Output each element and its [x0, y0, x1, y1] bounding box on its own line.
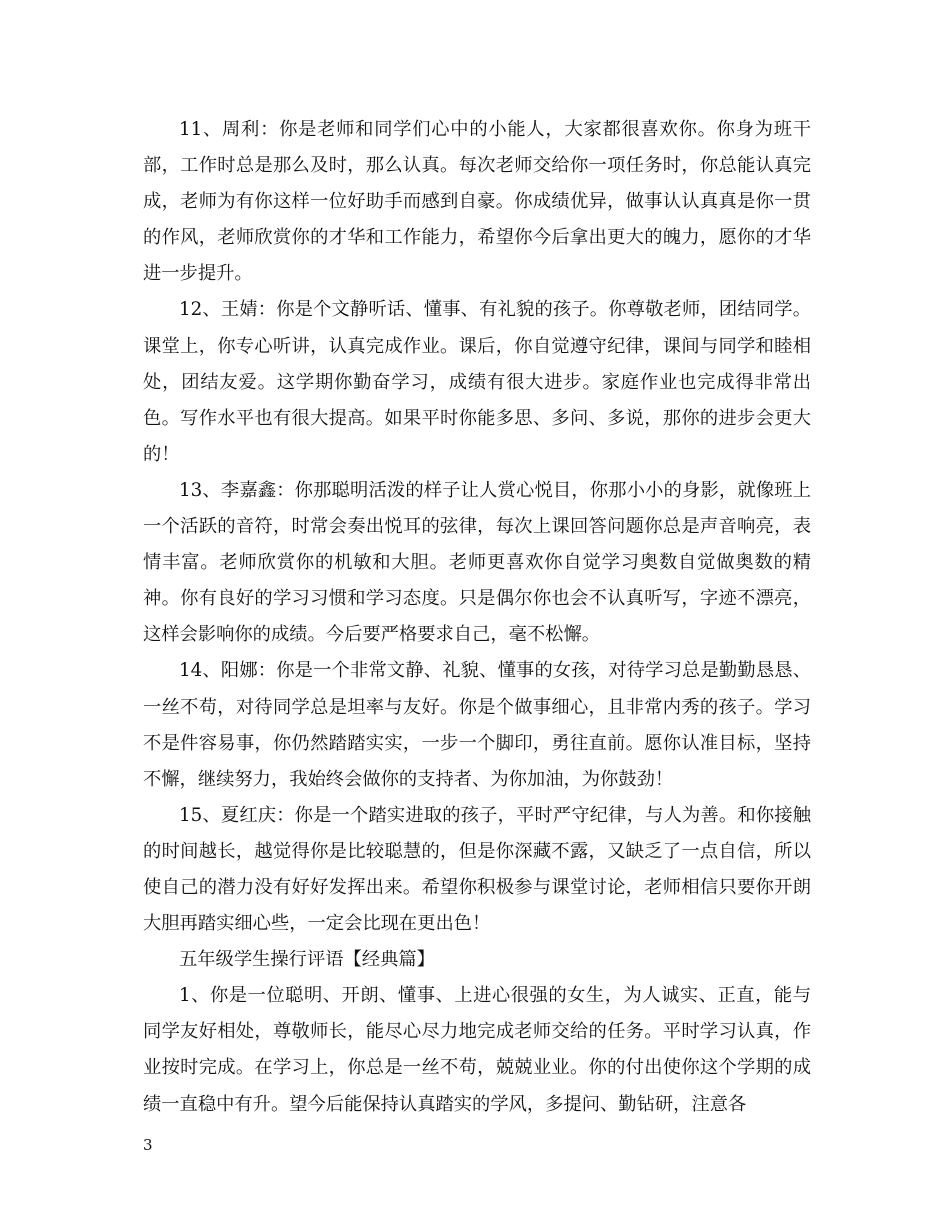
- section-heading: 五年级学生操行评语【经典篇】: [179, 949, 435, 971]
- paragraph-comment-11: 11、周利：你是老师和同学们心中的小能人，大家都很喜欢你。你身为班干部，工作时总是那么及时，那么认真。每次老师交给你一项任务时，你总能认真完成，老师为有你这样一位好助手而感到自豪。你成绩优异，做事认认真真是你一贯的作风，老师欣赏你的才华和工作能力，希望你今后拿出更大的魄力，愿你的才华进一步提升。: [143, 119, 811, 285]
- paragraph-classic-1: 1、你是一位聪明、开朗、懂事、上进心很强的女生，为人诚实、正直，能与同学友好相处，尊敬师长，能尽心尽力地完成老师交给的任务。平时学习认真，作业按时完成。在学习上，你总是一丝不苟，兢兢业业。你的付出使你这个学期的成绩一直稳中有升。望今后能保持认真踏实的学风，多提问、勤钻研，注意各: [143, 985, 811, 1115]
- paragraph-comment-12: 12、王婧：你是个文静听话、懂事、有礼貌的孩子。你尊敬老师，团结同学。课堂上，你专心听讲，认真完成作业。课后，你自觉遵守纪律，课间与同学和睦相处，团结友爱。这学期你勤奋学习，成绩有很大进步。家庭作业也完成得非常出色。写作水平也有很大提高。如果平时你能多思、多问、多说，那你的进步会更大的！: [143, 299, 811, 465]
- document-body: [143, 112, 811, 1123]
- paragraph-comment-15: 15、夏红庆：你是一个踏实进取的孩子，平时严守纪律，与人为善。和你接触的时间越长，越觉得你是比较聪慧的，但是你深藏不露，又缺乏了一点自信，所以使自己的潜力没有好好发挥出来。希望你积极参与课堂讨论，老师相信只要你开朗大胆再踏实细心些，一定会比现在更出色！: [143, 804, 811, 935]
- paragraph-comment-13: 13、李嘉鑫：你那聪明活泼的样子让人赏心悦目，你那小小的身影，就像班上一个活跃的音符，时常会奏出悦耳的弦律，每次上课回答问题你总是声音响亮，表情丰富。老师欣赏你的机敏和大胆。老师更喜欢你自觉学习奥数自觉做奥数的精神。你有良好的学习习惯和学习态度。只是偶尔你也会不认真听写，字迹不漂亮，这样会影响你的成绩。今后要严格要求自己，毫不松懈。: [143, 479, 811, 646]
- paragraph-comment-14: 14、阳娜：你是一个非常文静、礼貌、懂事的女孩，对待学习总是勤勤恳恳、一丝不苟，对待同学总是坦率与友好。你是个做事细心，且非常内秀的孩子。学习不是件容易事，你仍然踏踏实实，一步一个脚印，勇往直前。愿你认准目标，坚持不懈，继续努力，我始终会做你的支持者、为你加油，为你鼓劲！: [143, 660, 811, 790]
- page-number: 3: [143, 1136, 153, 1154]
